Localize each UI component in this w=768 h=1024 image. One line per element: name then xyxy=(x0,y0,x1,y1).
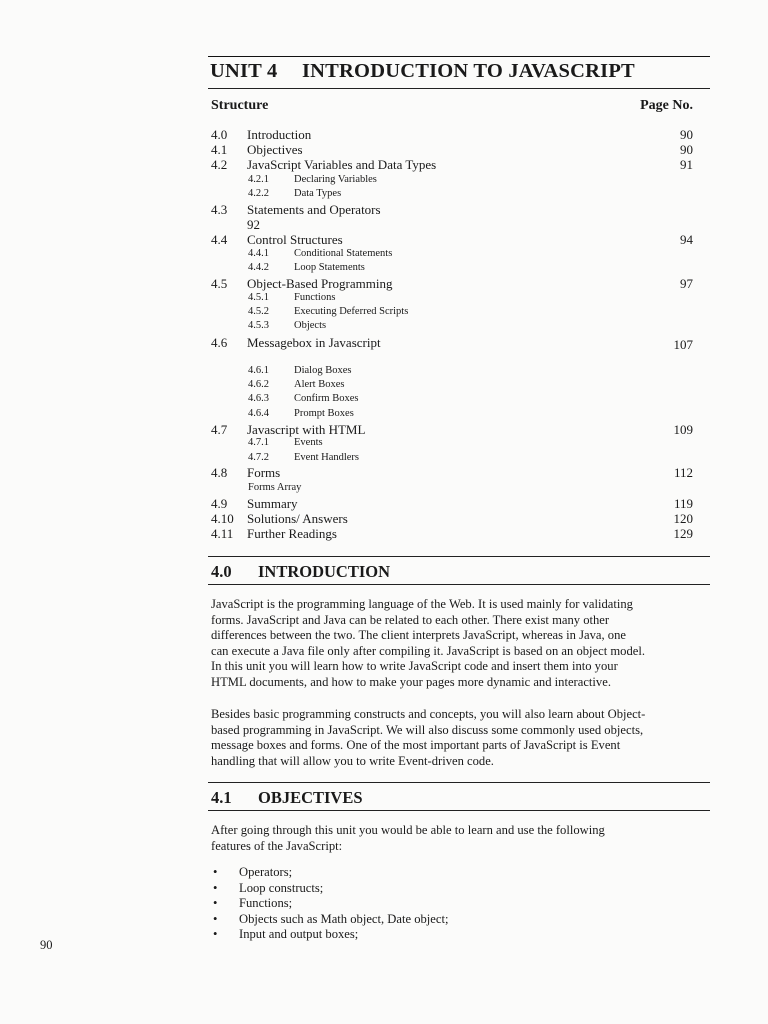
list-item-text: Objects such as Math object, Date object; xyxy=(239,911,449,926)
toc-page: 119 xyxy=(673,496,693,511)
text-line: In this unit you will learn how to write JavaScript code and insert them into your xyxy=(211,659,618,674)
toc-number: 4.9 xyxy=(211,496,228,511)
toc-page: 90 xyxy=(680,142,693,157)
section-rule xyxy=(208,810,710,811)
text-line: JavaScript is the programming language of the Web. It is used mainly for validating xyxy=(211,597,633,611)
toc-number: 4.4.2 xyxy=(248,262,269,273)
text-line: Besides basic programming constructs and concepts, you will also learn about Object- xyxy=(211,707,646,721)
toc-number: 4.7.1 xyxy=(248,437,269,448)
toc-page: 129 xyxy=(673,526,693,541)
toc-title: Introduction xyxy=(247,127,312,142)
list-item-text: Input and output boxes; xyxy=(239,927,359,942)
list-item-text: Operators; xyxy=(239,865,293,879)
toc-title: Declaring Variables xyxy=(294,174,377,185)
toc-title: Event Handlers xyxy=(294,452,360,463)
unit-title xyxy=(210,60,710,83)
intro-paragraph-1 xyxy=(211,597,711,691)
section-rule xyxy=(208,556,710,557)
toc-title: Messagebox in Javascript xyxy=(247,335,381,350)
bullet-icon: • xyxy=(213,927,218,942)
list-item xyxy=(211,912,711,928)
section-rule xyxy=(208,782,710,783)
toc-number: 4.4 xyxy=(211,232,228,247)
toc-title: Executing Deferred Scripts xyxy=(294,306,409,317)
toc-number: 4.5 xyxy=(211,276,228,291)
toc-title: Prompt Boxes xyxy=(294,408,354,419)
toc-title: Data Types xyxy=(294,188,342,199)
text-line: message boxes and forms. One of the most important parts of JavaScript is Event xyxy=(211,738,621,753)
toc-page: 91 xyxy=(680,157,693,172)
bullet-icon: • xyxy=(213,911,218,926)
toc-title: Solutions/ Answers xyxy=(247,511,348,526)
toc-page: 112 xyxy=(673,465,693,480)
page-number-label: Page No. xyxy=(640,98,693,113)
toc-title: Control Structures xyxy=(247,232,343,247)
toc-page: 107 xyxy=(673,337,693,352)
page-number: 90 xyxy=(40,938,53,952)
section-rule xyxy=(208,584,710,585)
bullet-icon: • xyxy=(213,865,218,879)
toc-number: 4.2.2 xyxy=(248,188,269,199)
section-title: INTRODUCTION xyxy=(258,562,391,581)
toc-title: Events xyxy=(294,437,323,448)
toc-title: Forms xyxy=(247,465,281,480)
toc-number: 4.6.1 xyxy=(248,365,269,376)
toc-number: 4.11 xyxy=(211,526,234,541)
toc-title: Further Readings xyxy=(247,526,337,541)
text-line: based programming in JavaScript. We will also discuss some commonly used objects, xyxy=(211,722,644,737)
toc-number: 4.0 xyxy=(211,127,228,142)
unit-number: UNIT 4 xyxy=(210,60,278,82)
toc-page: 120 xyxy=(673,511,693,526)
toc-number: 4.6.3 xyxy=(248,393,269,404)
text-line: handling that will allow you to write Event-driven code. xyxy=(211,753,494,768)
text-line: differences between the two. The client interprets JavaScript, whereas in Java, one xyxy=(211,628,626,643)
section-heading-introduction xyxy=(211,562,390,582)
toc-number: 4.5.1 xyxy=(248,292,269,303)
toc-title: Forms Array xyxy=(248,482,302,493)
toc-title: Javascript with HTML xyxy=(247,422,366,437)
toc-number: 4.7 xyxy=(211,422,228,437)
text-line: HTML documents, and how to make your pages more dynamic and interactive. xyxy=(211,674,611,689)
toc-number: 4.5.2 xyxy=(248,306,269,317)
list-item xyxy=(211,881,711,897)
toc-number: 4.8 xyxy=(211,465,228,480)
toc-title: Alert Boxes xyxy=(294,379,345,390)
toc-page: 109 xyxy=(673,422,693,437)
bullet-icon: • xyxy=(213,880,218,895)
toc-number: 4.5.3 xyxy=(248,320,269,331)
title-underline xyxy=(208,88,710,89)
toc-title: JavaScript Variables and Data Types xyxy=(247,157,437,172)
toc-number: 4.3 xyxy=(211,202,228,217)
toc-title: Conditional Statements xyxy=(294,248,393,259)
section-title: OBJECTIVES xyxy=(258,788,363,807)
toc-title: Confirm Boxes xyxy=(294,393,359,404)
section-number: 4.1 xyxy=(211,788,232,807)
structure-label: Structure xyxy=(211,98,269,113)
toc-title: Loop Statements xyxy=(294,262,365,273)
section-number: 4.0 xyxy=(211,562,232,581)
toc-title: Dialog Boxes xyxy=(294,365,352,376)
toc-page: 92 xyxy=(247,217,260,232)
toc-title: Objectives xyxy=(247,142,303,157)
toc-title: Objects xyxy=(294,320,327,331)
list-item-text: Functions; xyxy=(239,896,293,911)
toc-number: 4.4.1 xyxy=(248,248,269,259)
toc-number: 4.1 xyxy=(211,142,228,157)
list-item-text: Loop constructs; xyxy=(239,880,324,895)
toc-number: 4.2 xyxy=(211,157,228,172)
toc-number: 4.7.2 xyxy=(248,452,269,463)
toc-page: 90 xyxy=(680,127,693,142)
toc-page: 94 xyxy=(680,232,693,247)
toc-number: 4.6.4 xyxy=(248,408,269,419)
list-item xyxy=(211,927,711,943)
bullet-icon: • xyxy=(213,896,218,911)
toc-page: 97 xyxy=(680,276,693,291)
toc-number: 4.6.2 xyxy=(248,379,269,390)
section-heading-objectives xyxy=(211,788,363,808)
objectives-lead xyxy=(211,823,711,854)
top-rule xyxy=(208,56,710,57)
text-line: can execute a Java file only after compiling it. JavaScript is based on an object model. xyxy=(211,643,645,658)
text-line: After going through this unit you would be able to learn and use the following xyxy=(211,823,605,837)
toc-number: 4.2.1 xyxy=(248,174,269,185)
toc-title: Summary xyxy=(247,496,298,511)
intro-paragraph-2 xyxy=(211,707,711,769)
objectives-list xyxy=(211,865,711,943)
toc-title: Object-Based Programming xyxy=(247,276,393,291)
toc-title: Functions xyxy=(294,292,336,303)
toc-number: 4.10 xyxy=(211,511,234,526)
text-line: features of the JavaScript: xyxy=(211,838,343,853)
list-item xyxy=(211,865,711,881)
unit-name: INTRODUCTION TO JAVASCRIPT xyxy=(302,60,635,82)
toc-title: Statements and Operators xyxy=(247,202,381,217)
toc-number: 4.6 xyxy=(211,335,228,350)
list-item xyxy=(211,896,711,912)
text-line: forms. JavaScript and Java can be related to each other. There exist many other xyxy=(211,612,610,627)
